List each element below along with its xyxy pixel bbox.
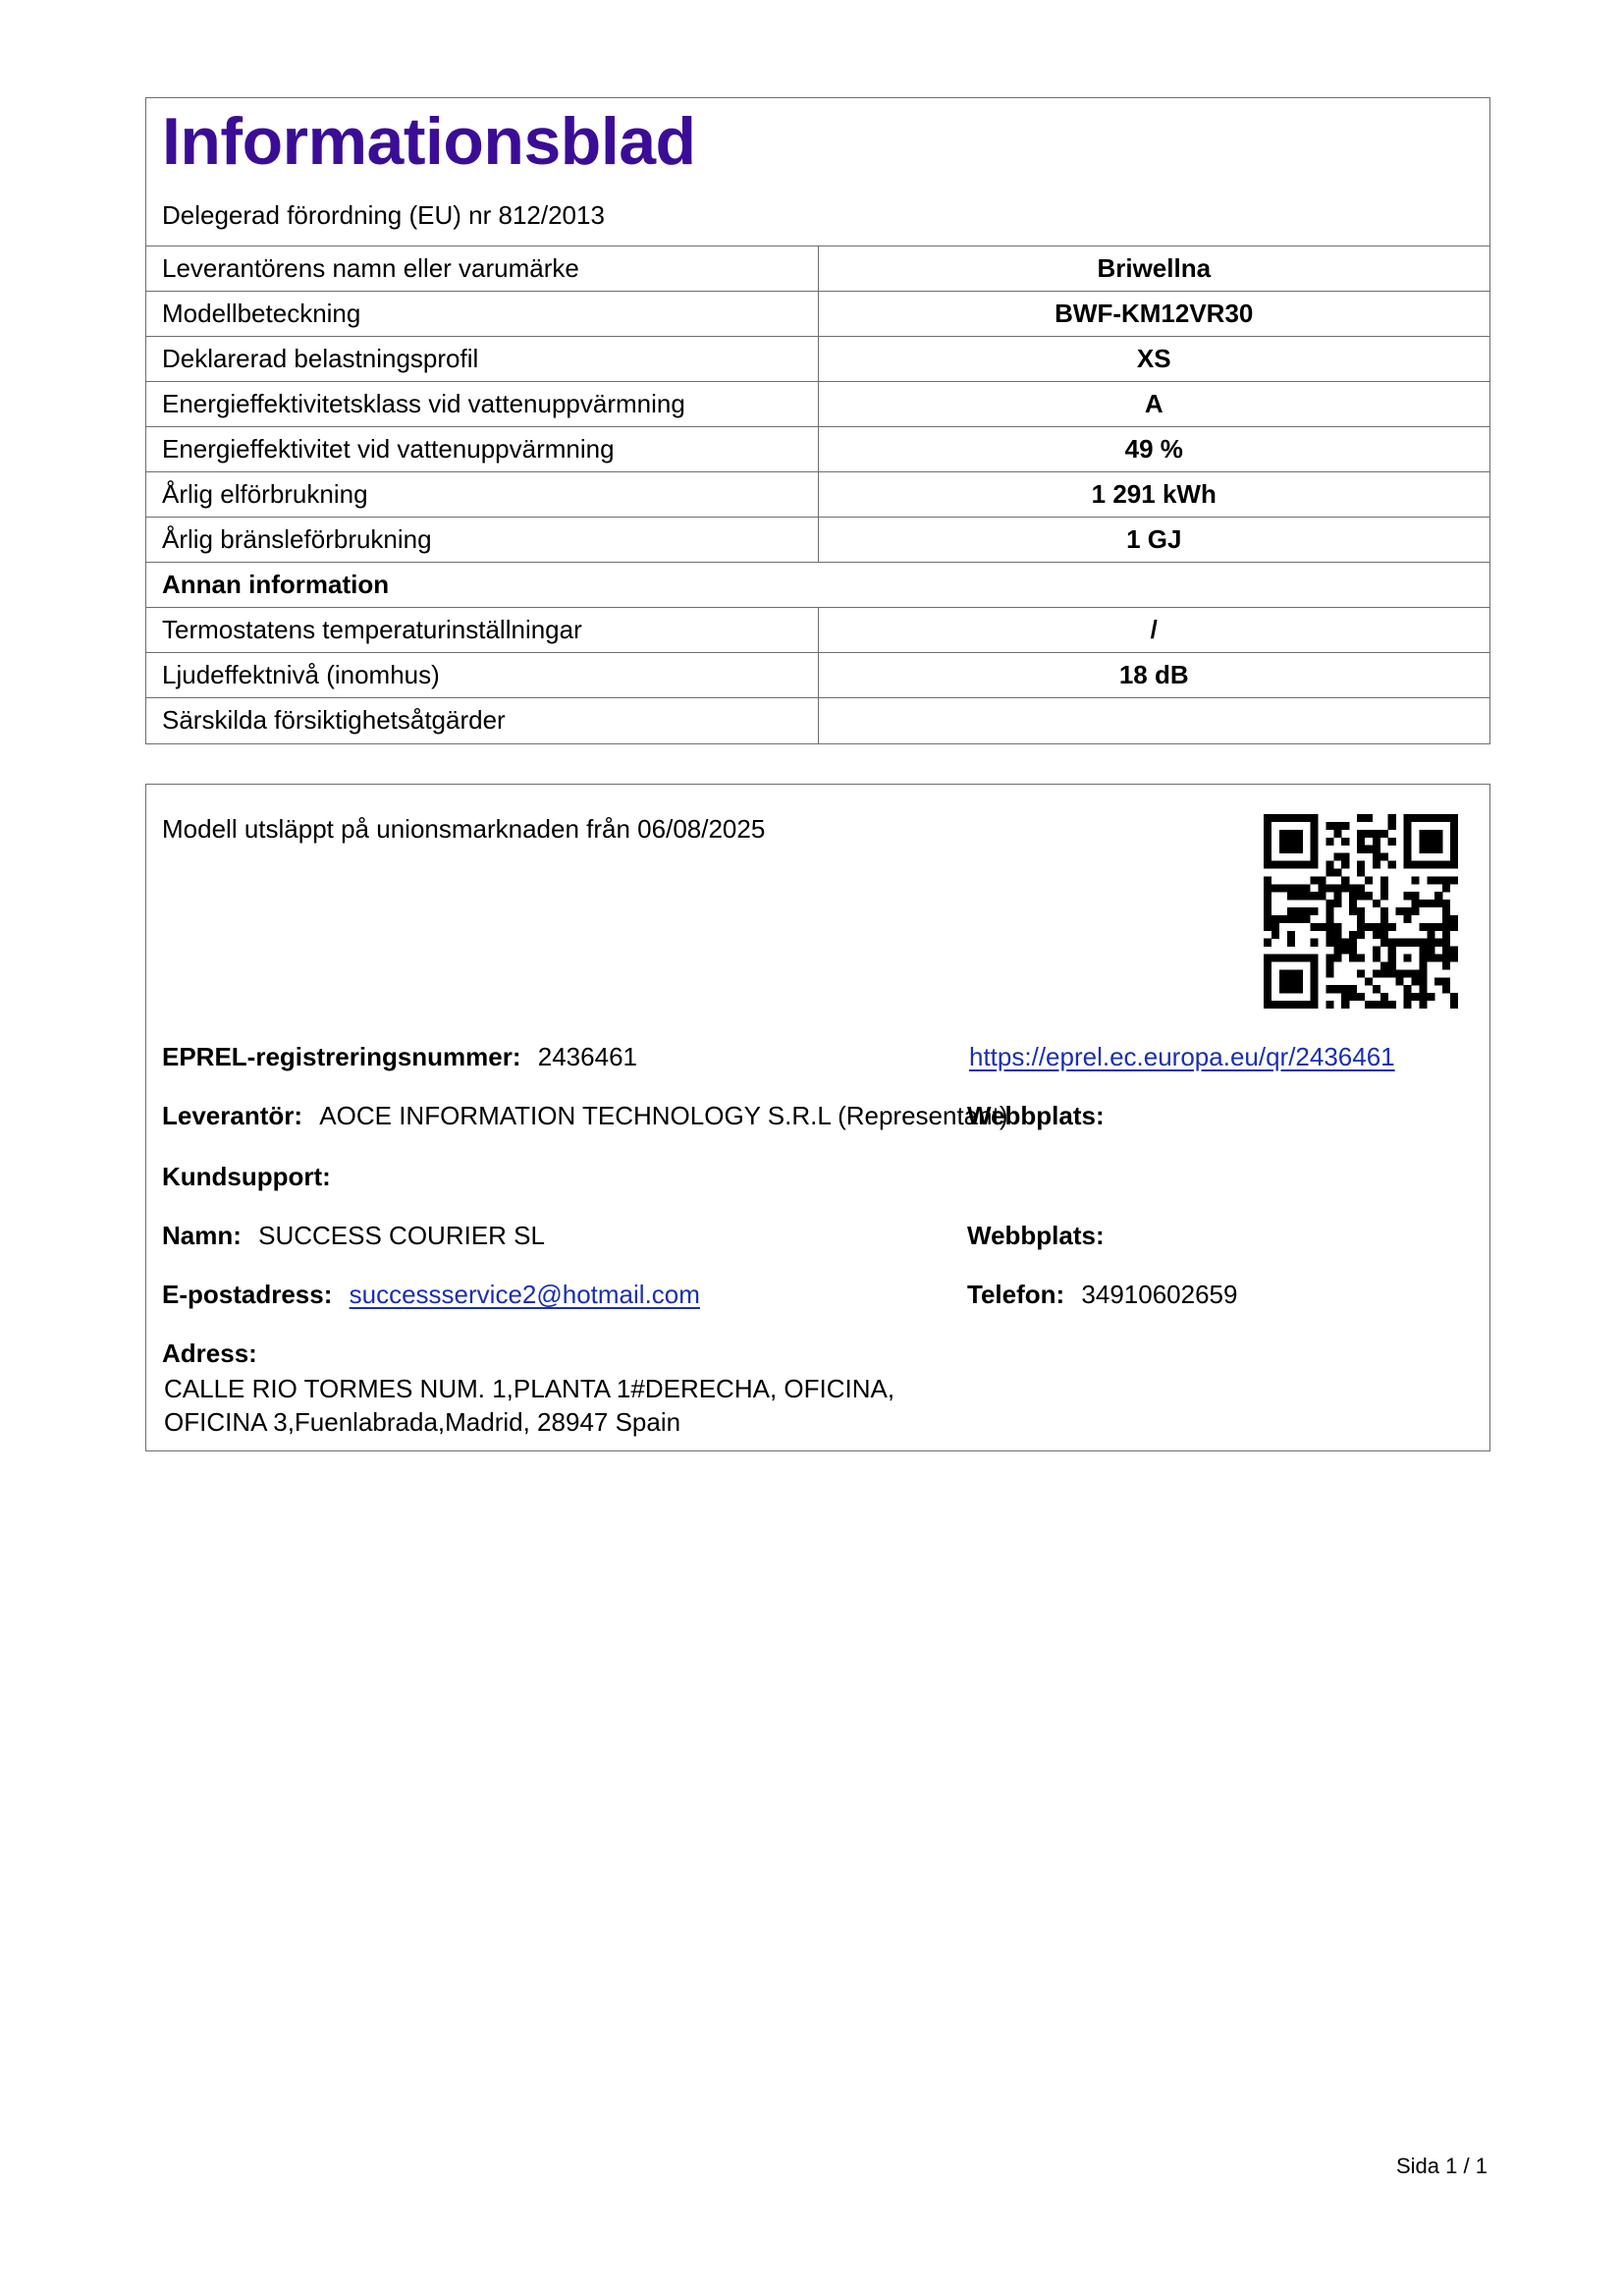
- row-label: Ljudeffektnivå (inomhus): [146, 653, 818, 698]
- product-info-table: [146, 246, 1489, 743]
- name-value: SUCCESS COURIER SL: [258, 1221, 545, 1250]
- info-sheet-box: [145, 97, 1490, 744]
- table-row: [146, 382, 1489, 427]
- phone-label: Telefon:: [967, 1280, 1065, 1309]
- email-line: [162, 1280, 700, 1310]
- table-row: [146, 246, 1489, 292]
- support-website-label: Webbplats:: [967, 1221, 1105, 1250]
- qr-code-icon[interactable]: [1264, 814, 1458, 1009]
- table-row: [146, 608, 1489, 653]
- table-row: [146, 472, 1489, 518]
- row-value: 18 dB: [818, 653, 1489, 698]
- row-value: 1 291 kWh: [818, 472, 1489, 518]
- supplier-value: AOCE INFORMATION TECHNOLOGY S.R.L (Representant): [319, 1101, 1008, 1130]
- row-value: 49 %: [818, 427, 1489, 472]
- address-line-2: OFICINA 3,Fuenlabrada,Madrid, 28947 Spain: [164, 1407, 681, 1437]
- table-row: [146, 518, 1489, 563]
- page-number: Sida 1 / 1: [1396, 2154, 1488, 2178]
- table-row: [146, 337, 1489, 382]
- phone-value: 34910602659: [1081, 1280, 1238, 1309]
- table-row: [146, 427, 1489, 472]
- row-value: /: [818, 608, 1489, 653]
- row-label: Energieffektivitet vid vattenuppvärmning: [146, 427, 818, 472]
- row-label: Energieffektivitetsklass vid vattenuppvärmning: [146, 382, 818, 427]
- table-row: [146, 653, 1489, 698]
- table-row: [146, 698, 1489, 743]
- row-value: A: [818, 382, 1489, 427]
- release-date-text: Modell utsläppt på unionsmarknaden från 06/08/2025: [162, 814, 766, 844]
- row-label: Termostatens temperaturinställningar: [146, 608, 818, 653]
- row-label: Årlig elförbrukning: [146, 472, 818, 518]
- section-row: [146, 563, 1489, 608]
- support-heading: Kundsupport:: [162, 1162, 331, 1191]
- row-label: Särskilda försiktighetsåtgärder: [146, 698, 818, 743]
- row-label: Deklarerad belastningsprofil: [146, 337, 818, 382]
- supplier-label: Leverantör:: [162, 1101, 303, 1130]
- phone-line: [967, 1280, 1237, 1310]
- page-title: Informationsblad: [162, 104, 696, 179]
- supplier-website-label: Webbplats:: [967, 1101, 1105, 1130]
- support-name-line: [162, 1221, 545, 1251]
- regulation-subtitle: Delegerad förordning (EU) nr 812/2013: [162, 200, 605, 230]
- eprel-link[interactable]: https://eprel.ec.europa.eu/qr/2436461: [969, 1042, 1395, 1071]
- eprel-number: 2436461: [537, 1042, 637, 1071]
- address-line-1: CALLE RIO TORMES NUM. 1,PLANTA 1#DERECHA, OFICINA,: [164, 1374, 895, 1403]
- row-label: Årlig bränsleförbrukning: [146, 518, 818, 563]
- email-label: E-postadress:: [162, 1280, 333, 1309]
- name-label: Namn:: [162, 1221, 242, 1250]
- row-value: Briwellna: [818, 246, 1489, 292]
- email-link[interactable]: successservice2@hotmail.com: [349, 1280, 700, 1309]
- row-value: [818, 698, 1489, 743]
- address-label: Adress:: [162, 1339, 257, 1368]
- row-label: Leverantörens namn eller varumärke: [146, 246, 818, 292]
- eprel-label: EPREL-registreringsnummer:: [162, 1042, 521, 1071]
- eprel-line: [162, 1042, 637, 1072]
- row-value: BWF-KM12VR30: [818, 292, 1489, 337]
- row-value: XS: [818, 337, 1489, 382]
- row-value: 1 GJ: [818, 518, 1489, 563]
- table-row: [146, 292, 1489, 337]
- details-box: [145, 784, 1490, 1451]
- supplier-line: [162, 1101, 1007, 1131]
- row-label: Modellbeteckning: [146, 292, 818, 337]
- section-heading: Annan information: [146, 563, 1489, 608]
